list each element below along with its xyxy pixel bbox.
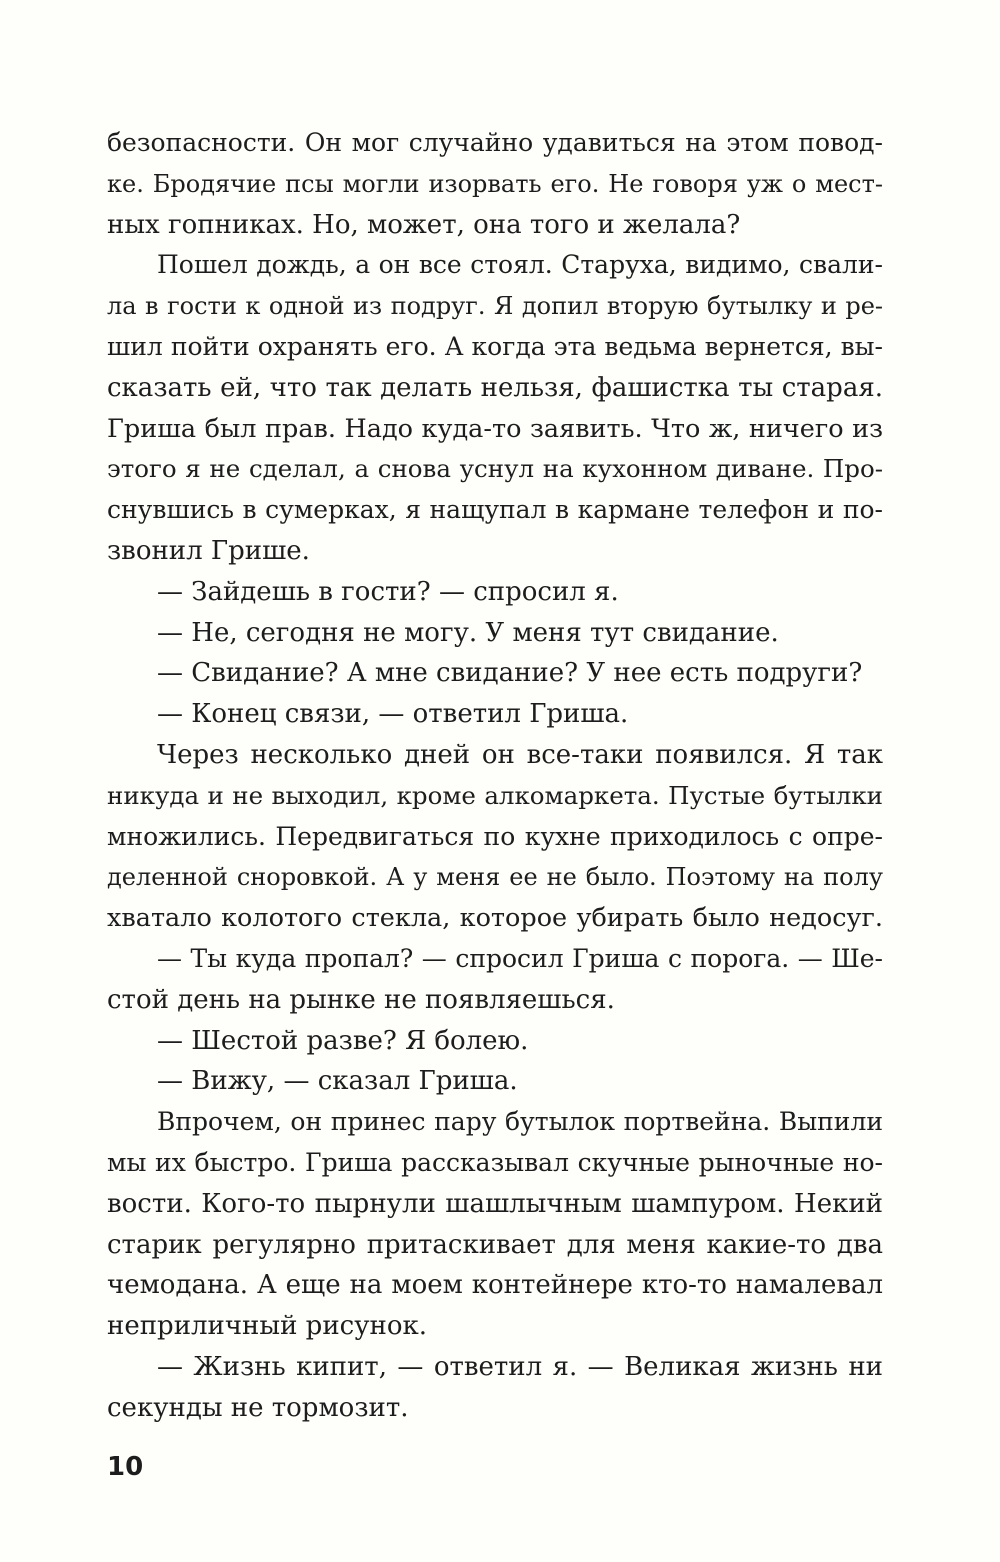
text-line: Через несколько дней он все-таки появился. Я так [157, 739, 883, 770]
text-line: ке. Бродячие псы могли изорвать его. Не говоря уж о мест- [107, 169, 883, 198]
text-line: — Жизнь кипит, — ответил я. — Великая жизнь ни [157, 1351, 883, 1382]
text-line: — Не, сегодня не могу. У меня тут свидание. [157, 617, 779, 648]
text-line: шил пойти охранять его. А когда эта ведьма вернется, вы- [107, 331, 883, 361]
text-line: деленной сноровкой. А у меня ее не было. Поэтому на полу [107, 863, 883, 892]
text-line: хватало колотого стекла, которое убирать было недосуг. [107, 903, 883, 934]
text-line: — Зайдешь в гости? — спросил я. [157, 576, 619, 607]
body-text [107, 123, 883, 1429]
text-line: ла в гости к одной из подруг. Я допил вторую бутылку и ре- [107, 292, 883, 321]
text-line: секунды не тормозит. [107, 1392, 409, 1423]
text-line: никуда и не выходил, кроме алкомаркета. Пустые бутылки [107, 780, 883, 810]
text-line: звонил Грише. [107, 535, 310, 566]
page-number: 10 [107, 1452, 144, 1482]
text-line: неприличный рисунок. [107, 1311, 427, 1342]
text-line: снувшись в сумерках, я нащупал в кармане телефон и по- [107, 495, 883, 525]
text-line: Впрочем, он принес пару бутылок портвейна. Выпили [157, 1107, 883, 1137]
text-line: этого я не сделал, а снова уснул на кухонном диване. Про- [107, 454, 883, 484]
text-line: старик регулярно притаскивает для меня какие-то два [107, 1229, 883, 1260]
text-line: множились. Передвигаться по кухне приходилось с опре- [107, 821, 883, 851]
text-line: Пошел дождь, а он все стоял. Старуха, видимо, свали- [157, 250, 883, 280]
text-line: стой день на рынке не появляешься. [107, 984, 615, 1015]
text-line: сказать ей, что так делать нельзя, фашистка ты старая. [107, 372, 883, 403]
text-line: чемодана. А еще на моем контейнере кто-то намалевал [107, 1270, 883, 1301]
text-line: ных гопниках. Но, может, она того и желала? [107, 209, 741, 240]
text-line: — Вижу, — сказал Гриша. [157, 1066, 518, 1097]
text-line: — Конец связи, — ответил Гриша. [157, 699, 629, 730]
text-line: — Свидание? А мне свидание? У нее есть подруги? [157, 658, 863, 689]
text-line: — Шестой разве? Я болею. [157, 1025, 529, 1056]
text-line: Гриша был прав. Надо куда-то заявить. Что ж, ничего из [107, 413, 883, 444]
text-line: вости. Кого-то пырнули шашлычным шампуром. Некий [107, 1188, 883, 1219]
text-line: — Ты куда пропал? — спросил Гриша с порога. — Ше- [157, 943, 883, 973]
text-line: мы их быстро. Гриша рассказывал скучные рыночные но- [107, 1147, 883, 1177]
text-line: безопасности. Он мог случайно удавиться на этом повод- [107, 128, 883, 157]
